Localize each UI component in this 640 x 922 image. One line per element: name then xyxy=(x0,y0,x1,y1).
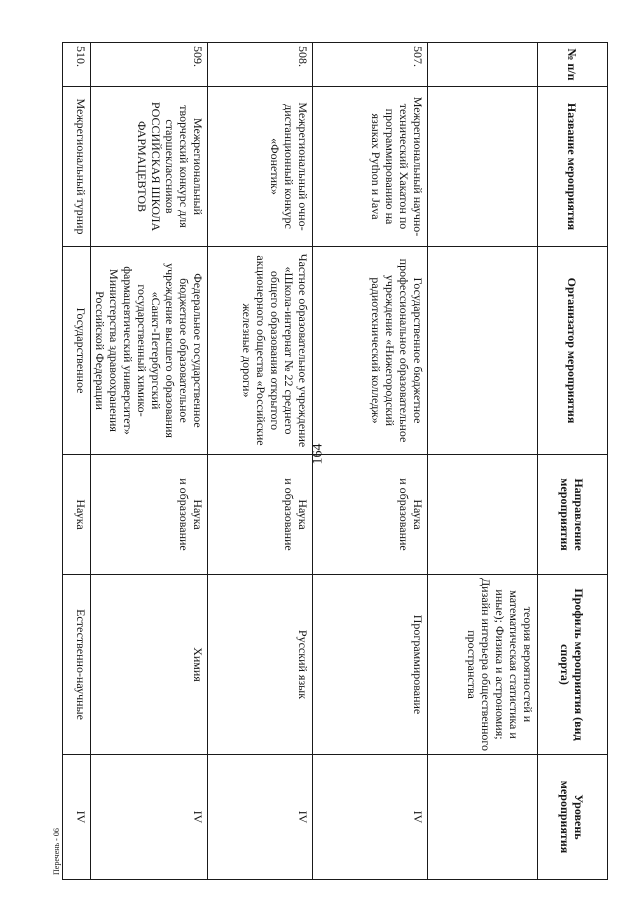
cell-direction xyxy=(208,455,313,575)
direction-line-2: и образование xyxy=(177,478,191,551)
cell-name: Межрегиональный творческий конкурс для старшеклассников РОССИЙСКАЯ ШКОЛА ФАРМАЦЕВТОВ xyxy=(91,87,208,247)
table-row xyxy=(91,43,208,880)
cell-name: Межрегиональный турнир xyxy=(63,87,91,247)
cell-level: IV xyxy=(208,755,313,880)
cell-direction xyxy=(313,455,428,575)
footer-note: Перечень - 06 xyxy=(52,828,61,875)
cell-direction xyxy=(428,455,538,575)
table-row xyxy=(63,43,91,880)
table-row-continuation xyxy=(428,43,538,880)
cell-level: IV xyxy=(63,755,91,880)
events-table xyxy=(62,42,608,880)
direction-line-1: Наука xyxy=(74,499,88,530)
direction-line-1: Наука xyxy=(411,499,425,530)
rotated-table-container xyxy=(71,42,608,879)
cell-profile: Естественно-научные xyxy=(63,575,91,755)
direction-line-1: Наука xyxy=(191,499,205,530)
cell-organizer: Частное образовательное учреждение «Школа-интернат № 22 среднего общего образования открытого акционерного общества «Российские железные дороги» xyxy=(208,247,313,455)
header-name: Название мероприятия xyxy=(538,87,608,247)
cell-name xyxy=(428,87,538,247)
cell-organizer: Федеральное государственное бюджетное образовательное учреждение высшего образования «Санкт-Петербургский государственный химико-фармацевтический университет» Министерства здравоохранения Российской Федерации xyxy=(91,247,208,455)
cell-direction xyxy=(63,455,91,575)
header-profile: Профиль мероприятия (вид спорта) xyxy=(538,575,608,755)
cell-num xyxy=(428,43,538,87)
table-row xyxy=(313,43,428,880)
cell-name: Межрегиональный научно-технический Хакатон по программированию на языках Python и Java xyxy=(313,87,428,247)
cell-num: 509. xyxy=(91,43,208,87)
cell-profile: Химия xyxy=(91,575,208,755)
direction-line-2: и образование xyxy=(397,478,411,551)
cell-num: 510. xyxy=(63,43,91,87)
cell-profile: теория вероятностей и математическая статистика и иные); Физика и астрономия; Дизайн интерьера общественного пространства xyxy=(428,575,538,755)
cell-organizer: Государственное бюджетное профессиональное образовательное учреждение «Нижегородский радиотехнический колледж» xyxy=(313,247,428,455)
header-level: Уровень мероприятия xyxy=(538,755,608,880)
table-header-row xyxy=(538,43,608,880)
cell-level xyxy=(428,755,538,880)
cell-level: IV xyxy=(313,755,428,880)
cell-num: 507. xyxy=(313,43,428,87)
cell-profile: Русский язык xyxy=(208,575,313,755)
cell-profile: Программирование xyxy=(313,575,428,755)
cell-level: IV xyxy=(91,755,208,880)
cell-organizer: Государственное xyxy=(63,247,91,455)
page-number: 164 xyxy=(310,443,326,465)
table-row xyxy=(208,43,313,880)
cell-num: 508. xyxy=(208,43,313,87)
cell-name: Межрегиональный очно-дистанционный конкурс «Фонетик» xyxy=(208,87,313,247)
cell-organizer xyxy=(428,247,538,455)
header-direction: Направление мероприятия xyxy=(538,455,608,575)
header-num: № п/п xyxy=(538,43,608,87)
cell-direction xyxy=(91,455,208,575)
header-organizer: Организатор мероприятия xyxy=(538,247,608,455)
direction-line-1: Наука xyxy=(296,499,310,530)
direction-line-2: и образование xyxy=(282,478,296,551)
